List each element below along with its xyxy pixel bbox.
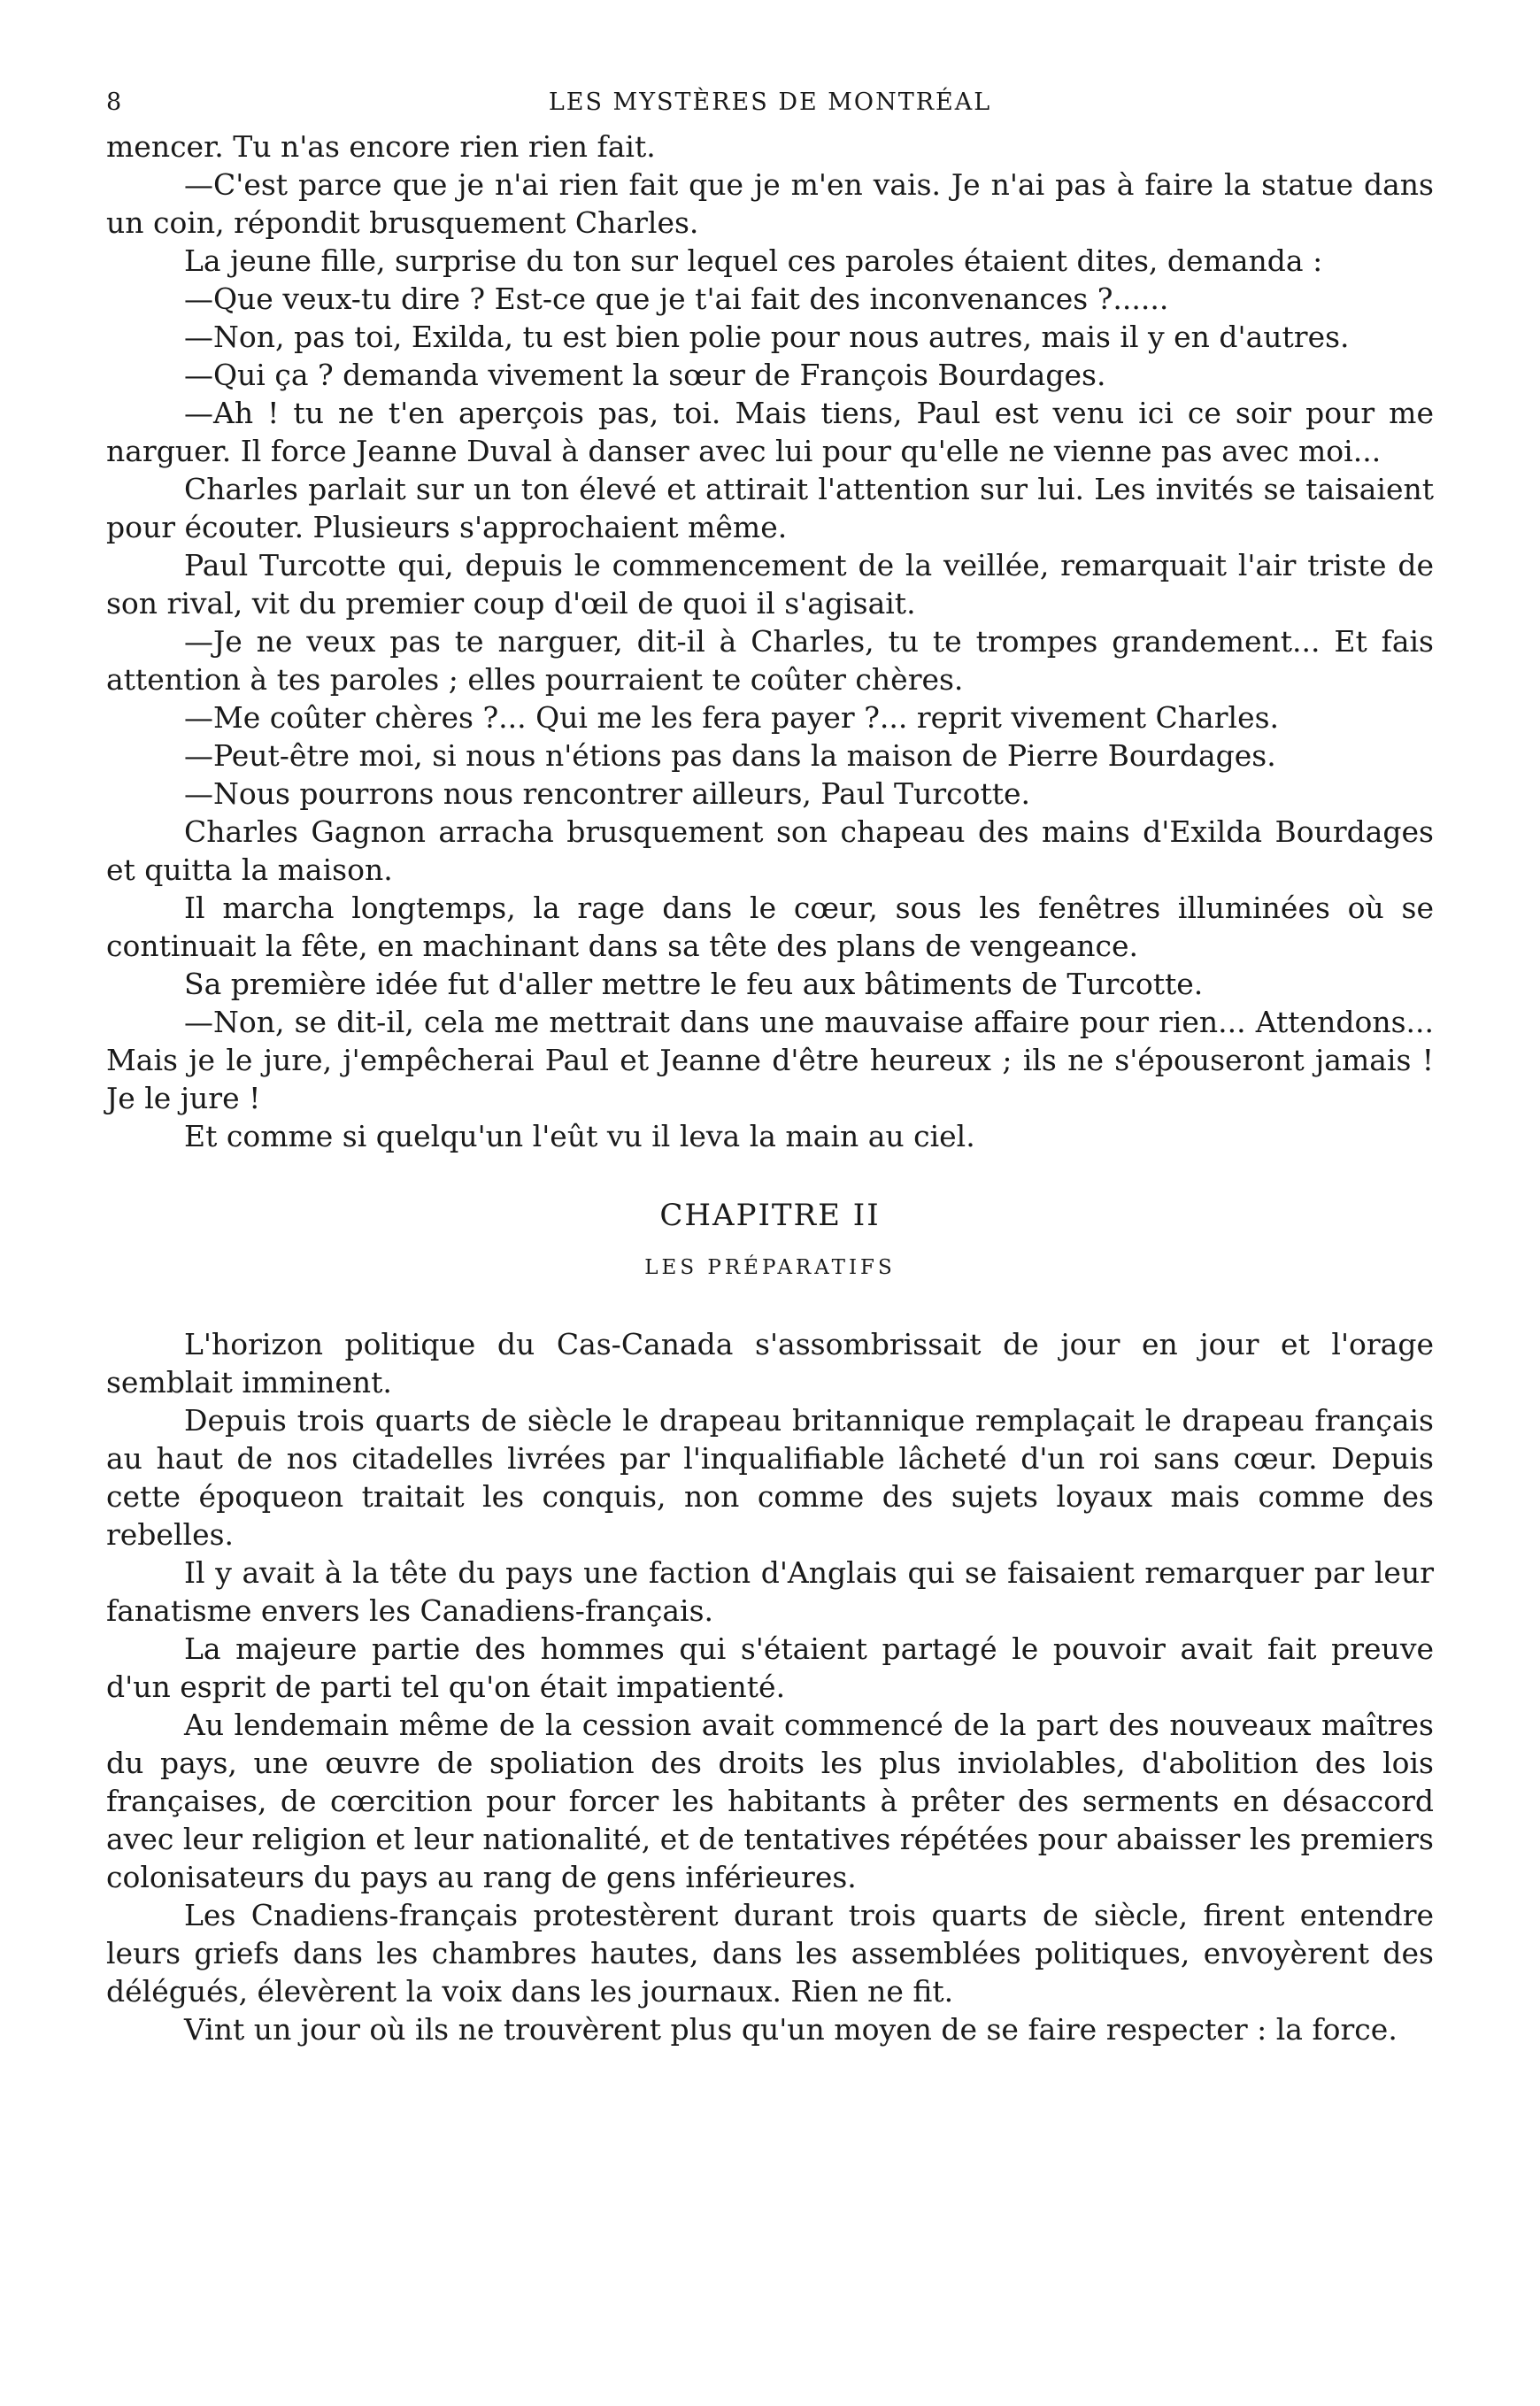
paragraph: La majeure partie des hommes qui s'étaient partagé le pouvoir avait fait preuve d'un esprit de parti tel qu'on était impatienté.: [106, 1631, 1434, 1704]
paragraph: Et comme si quelqu'un l'eût vu il leva la main au ciel.: [184, 1119, 975, 1153]
paragraph: Au lendemain même de la cession avait commencé de la part des nouveaux maîtres du pays, une œuvre de spoliation des droits les plus inviolables, d'abolition des lois françaises, de cœrcition pour forcer les habitants à prêter des serments en désaccord avec leur religion et leur nationalité, et de tentatives répétées pour abaisser les premiers colonisateurs du pays au rang de gens inférieures.: [106, 1708, 1434, 1894]
paragraph: Paul Turcotte qui, depuis le commencement de la veillée, remarquait l'air triste de son rival, vit du premier coup d'œil de quoi il s'agisait.: [106, 548, 1434, 621]
paragraph: Depuis trois quarts de siècle le drapeau britannique remplaçait le drapeau français au haut de nos citadelles livrées par l'inqualifiable lâcheté d'un roi sans cœur. Depuis cette époqueon traitait les conquis, non comme des sujets loyaux mais comme des rebelles.: [106, 1403, 1434, 1552]
paragraph: Il y avait à la tête du pays une faction d'Anglais qui se faisaient remarquer par leur fanatisme envers les Canadiens-français.: [106, 1555, 1434, 1628]
running-head: [106, 89, 1434, 127]
paragraph: Charles parlait sur un ton élevé et attirait l'attention sur lui. Les invités se taisaient pour écouter. Plusieurs s'approchaient même.: [106, 472, 1434, 544]
paragraph: —Ah ! tu ne t'en aperçois pas, toi. Mais tiens, Paul est venu ici ce soir pour me narguer. Il force Jeanne Duval à danser avec lui pour qu'elle ne vienne pas avec moi...: [106, 396, 1434, 468]
paragraph: —C'est parce que je n'ai rien fait que je m'en vais. Je n'ai pas à faire la statue dans un coin, répondit brusquement Charles.: [106, 167, 1434, 240]
paragraph: —Je ne veux pas te narguer, dit-il à Charles, tu te trompes grandement... Et fais attention à tes paroles ; elles pourraient te coûter chères.: [106, 624, 1434, 697]
page-number: 8: [106, 89, 124, 116]
paragraph: Il marcha longtemps, la rage dans le cœur, sous les fenêtres illuminées où se continuait la fête, en machinant dans sa tête des plans de vengeance.: [106, 891, 1434, 963]
section-one-text: [106, 127, 1434, 1155]
paragraph: La jeune fille, surprise du ton sur lequel ces paroles étaient dites, demanda :: [184, 243, 1323, 278]
paragraph: —Me coûter chères ?... Qui me les fera payer ?... reprit vivement Charles.: [184, 700, 1280, 735]
paragraph: —Peut-être moi, si nous n'étions pas dans la maison de Pierre Bourdages.: [184, 738, 1276, 773]
paragraph: —Qui ça ? demanda vivement la sœur de François Bourdages.: [184, 358, 1106, 392]
paragraph: —Que veux-tu dire ? Est-ce que je t'ai fait des inconvenances ?......: [184, 281, 1169, 316]
chapter-subtitle: LES PRÉPARATIFS: [644, 1256, 896, 1279]
paragraph: —Non, pas toi, Exilda, tu est bien polie pour nous autres, mais il y en d'autres.: [184, 320, 1350, 354]
paragraph: —Non, se dit-il, cela me mettrait dans une mauvaise affaire pour rien... Attendons... Mais je le jure, j'empêcherai Paul et Jeanne d'être heureux ; ils ne s'épouseront jamais ! Je le jure !: [106, 1005, 1434, 1115]
paragraph: Les Cnadiens-français protestèrent durant trois quarts de siècle, firent entendre leurs griefs dans les chambres hautes, dans les assemblées politiques, envoyèrent des délégués, élevèrent la voix dans les journaux. Rien ne fit.: [106, 1898, 1434, 2009]
paragraph: L'horizon politique du Cas-Canada s'assombrissait de jour en jour et l'orage semblait imminent.: [106, 1327, 1434, 1400]
paragraph: mencer. Tu n'as encore rien rien fait.: [106, 129, 656, 164]
section-two-text: [106, 1325, 1434, 2048]
paragraph: Sa première idée fut d'aller mettre le feu aux bâtiments de Turcotte.: [184, 967, 1204, 1001]
paragraph: Vint un jour où ils ne trouvèrent plus qu'un moyen de se faire respecter : la force.: [184, 2012, 1398, 2047]
paragraph: Charles Gagnon arracha brusquement son chapeau des mains d'Exilda Bourdages et quitta la maison.: [106, 814, 1434, 887]
paragraph: —Nous pourrons nous rencontrer ailleurs, Paul Turcotte.: [184, 776, 1030, 811]
chapter-title: CHAPITRE II: [659, 1198, 881, 1233]
book-page: [106, 89, 1434, 2048]
book-title: LES MYSTÈRES DE MONTRÉAL: [548, 89, 992, 116]
